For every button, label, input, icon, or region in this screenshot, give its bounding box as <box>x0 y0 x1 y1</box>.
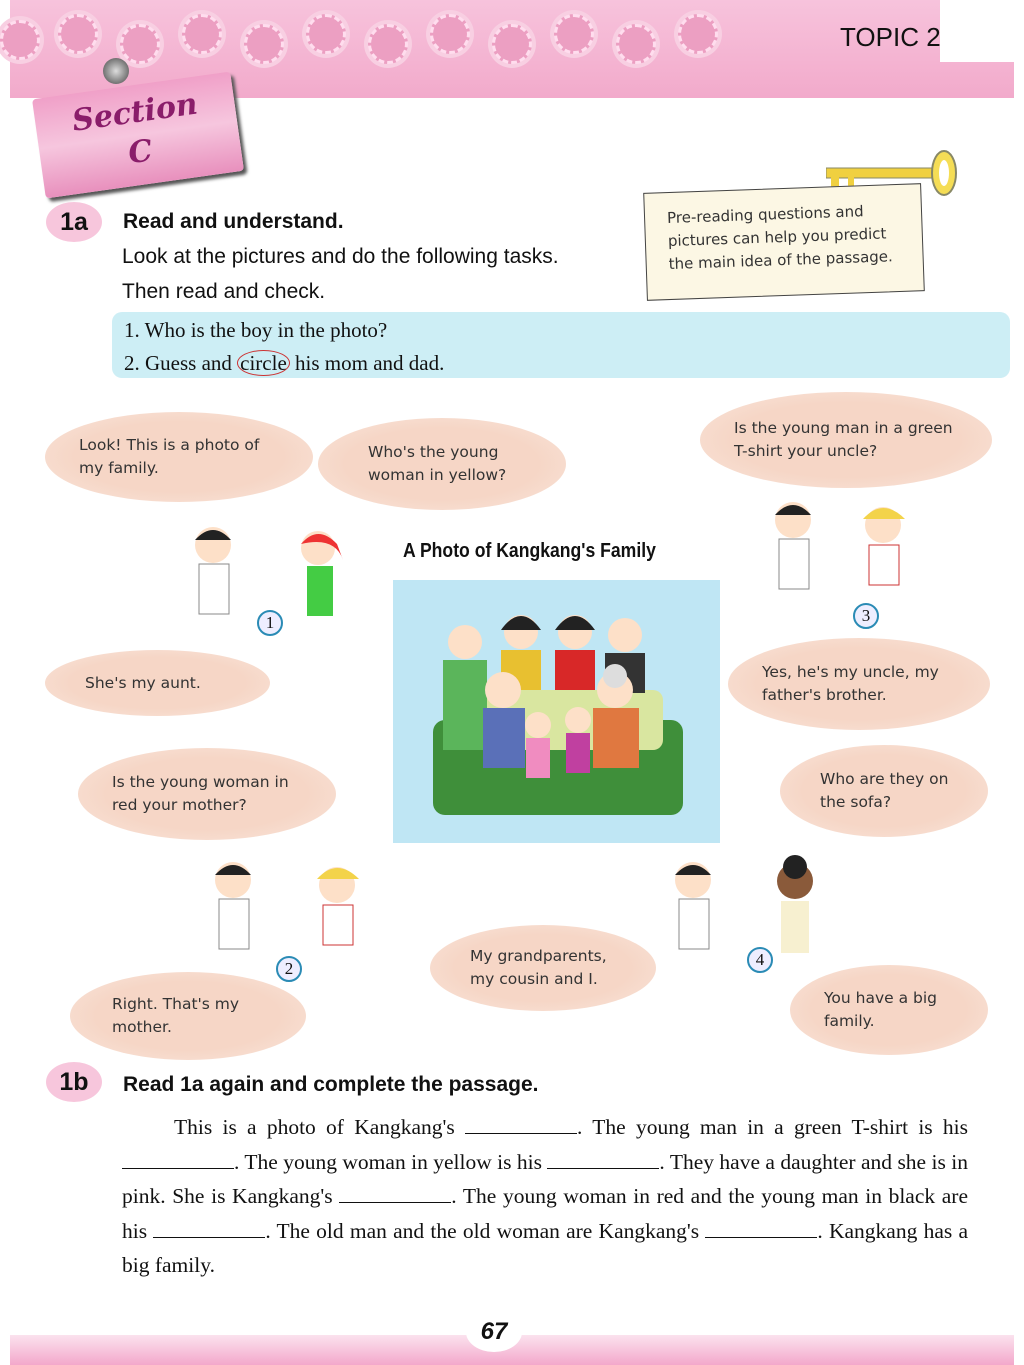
exercise-title-1a: Read and understand. <box>123 210 344 233</box>
topic-label: TOPIC 2 <box>840 22 941 52</box>
kangkang-and-aunt-illustration <box>185 520 375 630</box>
speech-bubble: Yes, he's my uncle, my father's brother. <box>728 638 990 730</box>
section-word: Section <box>69 86 200 139</box>
blank-field[interactable] <box>339 1202 451 1203</box>
tip-note: Pre-reading questions and pictures can help you predict the main idea of the passage. <box>643 183 925 301</box>
page-number: 67 <box>466 1312 522 1352</box>
exercise-number-1b: 1b <box>46 1062 102 1102</box>
blank-field[interactable] <box>547 1168 659 1169</box>
speech-bubble: Right. That's my mother. <box>70 972 306 1060</box>
speech-bubble: She's my aunt. <box>45 650 270 716</box>
scene-number: 4 <box>747 947 773 973</box>
section-letter: C <box>126 133 155 172</box>
kangkang-and-friend-illustration <box>665 855 835 965</box>
speech-bubble: Is the young man in a green T-shirt your uncle? <box>700 392 992 488</box>
question-1: 1. Who is the boy in the photo? <box>124 318 388 342</box>
scene-number: 2 <box>276 956 302 982</box>
exercise-title-1b: Read 1a again and complete the passage. <box>123 1073 539 1096</box>
instruction-line: Then read and check. <box>122 280 326 303</box>
speech-bubble: You have a big family. <box>790 965 988 1055</box>
photo-title: A Photo of Kangkang's Family <box>403 540 656 562</box>
blank-field[interactable] <box>153 1237 265 1238</box>
cloze-passage: This is a photo of Kangkang's . The young man in a green T-shirt is his . The young woman in yellow is his . They have a daughter and she is in pink. She is Kangkang's . The young woman in red and the young man in black are his . The old man and the old woman are Kangkang's . Kangkang has a big family. <box>122 1115 969 1277</box>
blank-field[interactable] <box>122 1168 234 1169</box>
question-2: 2. Guess and circle his mom and dad. <box>124 351 445 375</box>
speech-bubble: My grandparents, my cousin and I. <box>430 925 656 1011</box>
scene-number: 1 <box>257 610 283 636</box>
kangkang-and-friend-illustration <box>765 495 925 605</box>
questions-box <box>112 312 1010 378</box>
speech-bubble: Look! This is a photo of my family. <box>45 412 313 502</box>
blank-field[interactable] <box>465 1133 577 1134</box>
speech-bubble: Who are they on the sofa? <box>780 745 988 837</box>
speech-bubble: Who's the young woman in yellow? <box>318 418 566 510</box>
scene-number: 3 <box>853 603 879 629</box>
family-photo-illustration <box>393 580 720 843</box>
kangkang-and-friend-illustration <box>205 855 375 965</box>
instruction-line: Look at the pictures and do the following tasks. <box>122 245 559 268</box>
blank-field[interactable] <box>705 1237 817 1238</box>
pin-icon <box>103 58 129 84</box>
header-notch <box>940 0 1024 62</box>
exercise-number-1a: 1a <box>46 202 102 242</box>
speech-bubble: Is the young woman in red your mother? <box>78 748 336 840</box>
